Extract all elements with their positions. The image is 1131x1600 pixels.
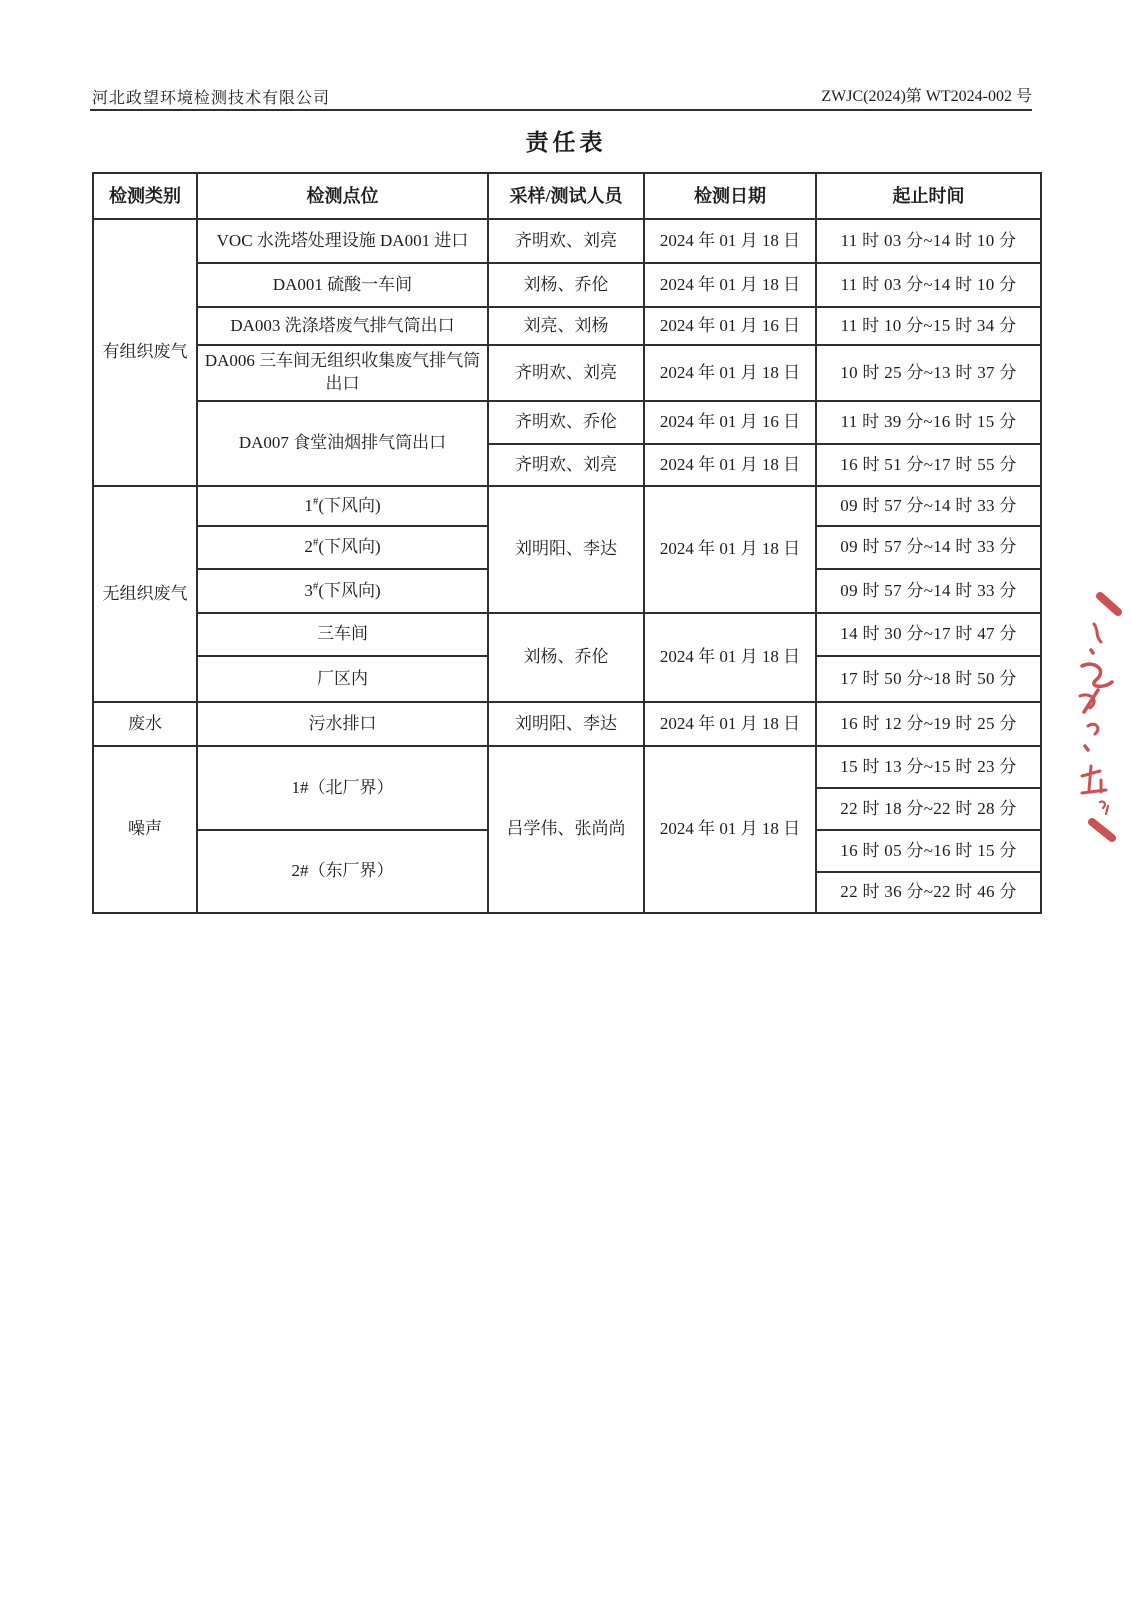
cell-date: 2024 年 01 月 18 日 bbox=[644, 345, 816, 401]
cell-time: 11 时 10 分~15 时 34 分 bbox=[816, 307, 1041, 345]
table-row bbox=[93, 263, 1041, 307]
cell-point: 污水排口 bbox=[197, 702, 488, 746]
cell-category-noise: 噪声 bbox=[93, 746, 197, 913]
cell-personnel: 齐明欢、乔伦 bbox=[488, 401, 644, 444]
cell-time: 11 时 39 分~16 时 15 分 bbox=[816, 401, 1041, 444]
cell-time: 17 时 50 分~18 时 50 分 bbox=[816, 656, 1041, 702]
hash-mark: # bbox=[312, 579, 319, 592]
table-row bbox=[93, 613, 1041, 656]
cell-date: 2024 年 01 月 16 日 bbox=[644, 401, 816, 444]
cell-point: DA007 食堂油烟排气筒出口 bbox=[197, 401, 488, 486]
cell-time: 16 时 05 分~16 时 15 分 bbox=[816, 830, 1041, 872]
table-row bbox=[93, 702, 1041, 746]
cell-date: 2024 年 01 月 18 日 bbox=[644, 746, 816, 913]
header-divider-rule bbox=[90, 109, 1032, 111]
cell-point bbox=[197, 569, 488, 613]
cell-time: 16 时 12 分~19 时 25 分 bbox=[816, 702, 1041, 746]
point-number: 2 bbox=[304, 537, 313, 557]
red-stamp-fragment bbox=[1064, 590, 1126, 846]
cell-category-organized: 有组织废气 bbox=[93, 219, 197, 486]
cell-time: 22 时 36 分~22 时 46 分 bbox=[816, 872, 1041, 913]
document-number: ZWJC(2024)第 WT2024-002 号 bbox=[821, 88, 1032, 105]
cell-personnel: 齐明欢、刘亮 bbox=[488, 345, 644, 401]
cell-date: 2024 年 01 月 16 日 bbox=[644, 307, 816, 345]
cell-point: 1#（北厂界） bbox=[197, 746, 488, 830]
cell-point: DA006 三车间无组织收集废气排气筒出口 bbox=[197, 345, 488, 401]
table-row bbox=[93, 486, 1041, 526]
cell-point: VOC 水洗塔处理设施 DA001 进口 bbox=[197, 219, 488, 263]
cell-date: 2024 年 01 月 18 日 bbox=[644, 219, 816, 263]
page-title: 责任表 bbox=[525, 130, 607, 155]
company-name: 河北政望环境检测技术有限公司 bbox=[92, 90, 331, 107]
cell-category-wastewater: 废水 bbox=[93, 702, 197, 746]
col-header-time: 起止时间 bbox=[816, 173, 1041, 219]
cell-time: 10 时 25 分~13 时 37 分 bbox=[816, 345, 1041, 401]
cell-point: DA001 硫酸一车间 bbox=[197, 263, 488, 307]
cell-date: 2024 年 01 月 18 日 bbox=[644, 486, 816, 613]
cell-date: 2024 年 01 月 18 日 bbox=[644, 444, 816, 486]
point-suffix: (下风向) bbox=[318, 495, 381, 515]
cell-time: 16 时 51 分~17 时 55 分 bbox=[816, 444, 1041, 486]
col-header-point: 检测点位 bbox=[197, 173, 488, 219]
point-suffix: (下风向) bbox=[318, 580, 381, 600]
cell-point bbox=[197, 486, 488, 526]
cell-personnel: 齐明欢、刘亮 bbox=[488, 444, 644, 486]
cell-time: 22 时 18 分~22 时 28 分 bbox=[816, 788, 1041, 830]
cell-personnel: 刘亮、刘杨 bbox=[488, 307, 644, 345]
table-row bbox=[93, 345, 1041, 401]
cell-time: 09 时 57 分~14 时 33 分 bbox=[816, 486, 1041, 526]
cell-personnel: 刘明阳、李达 bbox=[488, 702, 644, 746]
cell-time: 11 时 03 分~14 时 10 分 bbox=[816, 263, 1041, 307]
point-number: 3 bbox=[304, 580, 313, 600]
responsibility-table bbox=[92, 172, 1042, 914]
cell-date: 2024 年 01 月 18 日 bbox=[644, 263, 816, 307]
table-row bbox=[93, 746, 1041, 788]
table-row bbox=[93, 401, 1041, 444]
cell-point bbox=[197, 526, 488, 569]
cell-date: 2024 年 01 月 18 日 bbox=[644, 613, 816, 702]
point-number: 1 bbox=[304, 495, 313, 515]
col-header-date: 检测日期 bbox=[644, 173, 816, 219]
col-header-category: 检测类别 bbox=[93, 173, 197, 219]
cell-point: 厂区内 bbox=[197, 656, 488, 702]
point-suffix: (下风向) bbox=[318, 537, 381, 557]
cell-personnel: 齐明欢、刘亮 bbox=[488, 219, 644, 263]
hash-mark: # bbox=[312, 536, 319, 549]
stamp-strokes bbox=[1080, 596, 1118, 838]
cell-time: 11 时 03 分~14 时 10 分 bbox=[816, 219, 1041, 263]
cell-time: 09 时 57 分~14 时 33 分 bbox=[816, 526, 1041, 569]
cell-time: 15 时 13 分~15 时 23 分 bbox=[816, 746, 1041, 788]
cell-personnel: 刘明阳、李达 bbox=[488, 486, 644, 613]
cell-category-unorganized: 无组织废气 bbox=[93, 486, 197, 702]
col-header-personnel: 采样/测试人员 bbox=[488, 173, 644, 219]
cell-point: DA003 洗涤塔废气排气筒出口 bbox=[197, 307, 488, 345]
hash-mark: # bbox=[312, 494, 319, 507]
table-row bbox=[93, 307, 1041, 345]
cell-personnel: 刘杨、乔伦 bbox=[488, 263, 644, 307]
table-header-row bbox=[93, 173, 1041, 219]
cell-date: 2024 年 01 月 18 日 bbox=[644, 702, 816, 746]
cell-personnel: 刘杨、乔伦 bbox=[488, 613, 644, 702]
cell-point: 三车间 bbox=[197, 613, 488, 656]
cell-time: 09 时 57 分~14 时 33 分 bbox=[816, 569, 1041, 613]
cell-time: 14 时 30 分~17 时 47 分 bbox=[816, 613, 1041, 656]
cell-point: 2#（东厂界） bbox=[197, 830, 488, 913]
table-row bbox=[93, 219, 1041, 263]
cell-personnel: 吕学伟、张尚尚 bbox=[488, 746, 644, 913]
